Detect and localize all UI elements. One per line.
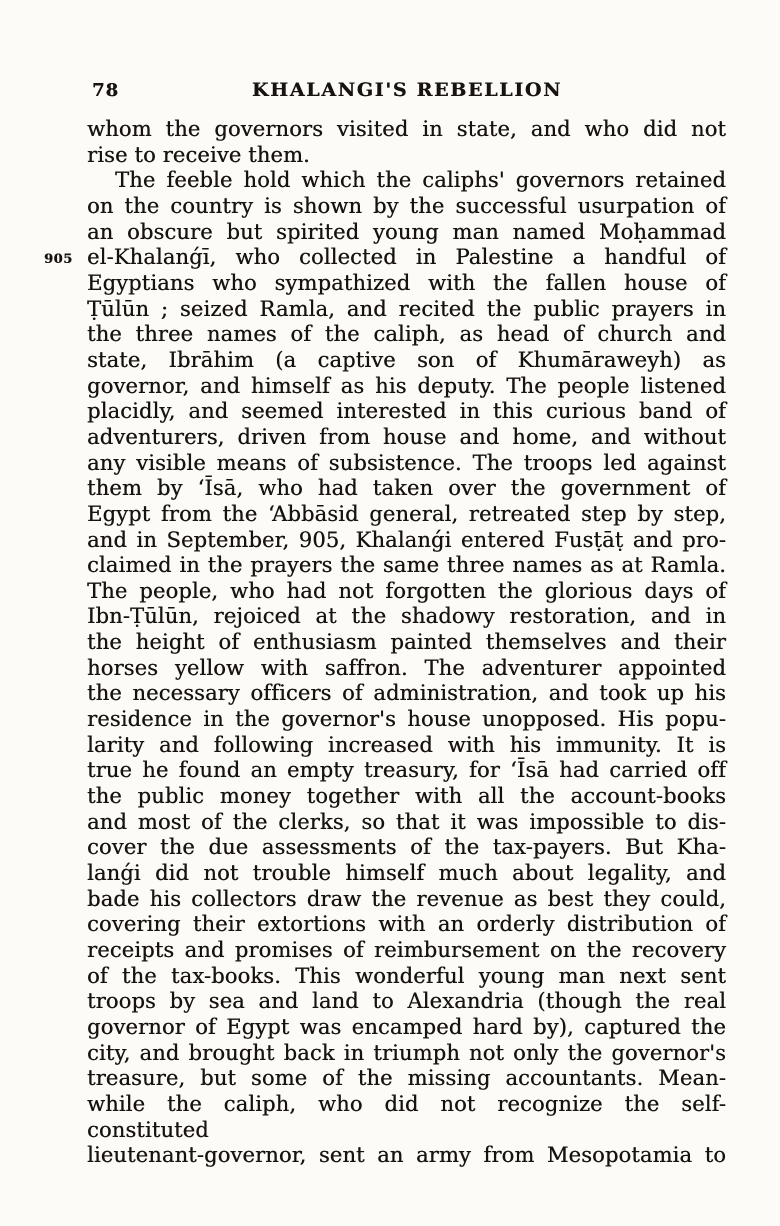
text-line: an obscure but spirited young man named Moḥammad bbox=[87, 219, 726, 244]
text-line: Egypt from the ʻAbbāsid general, retreated step by step, bbox=[87, 501, 726, 526]
text-line: The feeble hold which the caliphs' governors retained bbox=[115, 168, 726, 193]
text-line: adventurers, driven from house and home, and without bbox=[87, 424, 726, 449]
text-line: cover the due assessments of the tax-payers. But Kha- bbox=[87, 835, 726, 860]
text-line: whom the governors visited in state, and who did not bbox=[87, 117, 726, 141]
text-line: city, and brought back in triumph not only the governor's bbox=[87, 1040, 726, 1065]
text-line: The people, who had not forgotten the glorious days of bbox=[87, 578, 726, 603]
text-line: and in September, 905, Khalanǵi entered Fusṭāṭ and pro- bbox=[87, 527, 726, 552]
text-line: treasure, but some of the missing accountants. Mean- bbox=[87, 1066, 726, 1091]
page-number: 78 bbox=[92, 80, 120, 101]
margin-note-year: 905 bbox=[44, 252, 73, 267]
text-line: the public money together with all the account-books bbox=[87, 784, 726, 809]
text-line: el-Khalanǵī, who collected in Palestine a handful of bbox=[87, 245, 726, 270]
text-line: larity and following increased with his immunity. It is bbox=[87, 732, 726, 757]
text-block bbox=[87, 117, 726, 1169]
text-line: on the country is shown by the successful usurpation of bbox=[87, 193, 726, 218]
text-line: lanǵi did not trouble himself much about legality, and bbox=[87, 861, 726, 886]
text-line: state, Ibrāhim (a captive son of Khumāraweyh) as bbox=[87, 347, 726, 372]
text-line: Ibn-Ṭūlūn, rejoiced at the shadowy restoration, and in bbox=[87, 604, 726, 629]
text-line: troops by sea and land to Alexandria (though the real bbox=[87, 989, 726, 1014]
text-line: the three names of the caliph, as head of church and bbox=[87, 322, 726, 347]
text-line: residence in the governor's house unopposed. His popu- bbox=[87, 707, 726, 732]
text-line: placidly, and seemed interested in this curious band of bbox=[87, 399, 726, 424]
text-line: governor, and himself as his deputy. The people listened bbox=[87, 373, 726, 398]
text-line: receipts and promises of reimbursement on the recovery bbox=[87, 938, 726, 962]
text-line: any visible means of subsistence. The troops led against bbox=[87, 450, 726, 475]
text-line: true he found an empty treasury, for ʻĪsā had carried off bbox=[87, 758, 726, 783]
text-line: claimed in the prayers the same three names as at Ramla. bbox=[87, 553, 726, 578]
text-line: them by ʻĪsā, who had taken over the government of bbox=[87, 476, 726, 501]
text-line: Ṭūlūn ; seized Ramla, and recited the public prayers in bbox=[87, 296, 726, 321]
text-line: covering their extortions with an orderly distribution of bbox=[87, 912, 726, 937]
text-line: rise to receive them. bbox=[87, 142, 310, 167]
text-line: while the caliph, who did not recognize the self-constituted bbox=[87, 1091, 726, 1142]
running-title: KHALANGI'S REBELLION bbox=[251, 79, 563, 101]
text-line: bade his collectors draw the revenue as best they could, bbox=[87, 886, 726, 911]
text-line: the height of enthusiasm painted themselves and their bbox=[87, 630, 726, 655]
text-line: the necessary officers of administration, and took up his bbox=[87, 681, 726, 706]
text-line: lieutenant-governor, sent an army from Mesopotamia to bbox=[87, 1143, 726, 1168]
text-line: horses yellow with saffron. The adventurer appointed bbox=[87, 655, 726, 680]
text-line: of the tax-books. This wonderful young man next sent bbox=[87, 963, 726, 988]
text-line: governor of Egypt was encamped hard by), captured the bbox=[87, 1014, 726, 1039]
text-line: Egyptians who sympathized with the fallen house of bbox=[87, 270, 726, 295]
text-line: and most of the clerks, so that it was impossible to dis- bbox=[87, 809, 726, 834]
